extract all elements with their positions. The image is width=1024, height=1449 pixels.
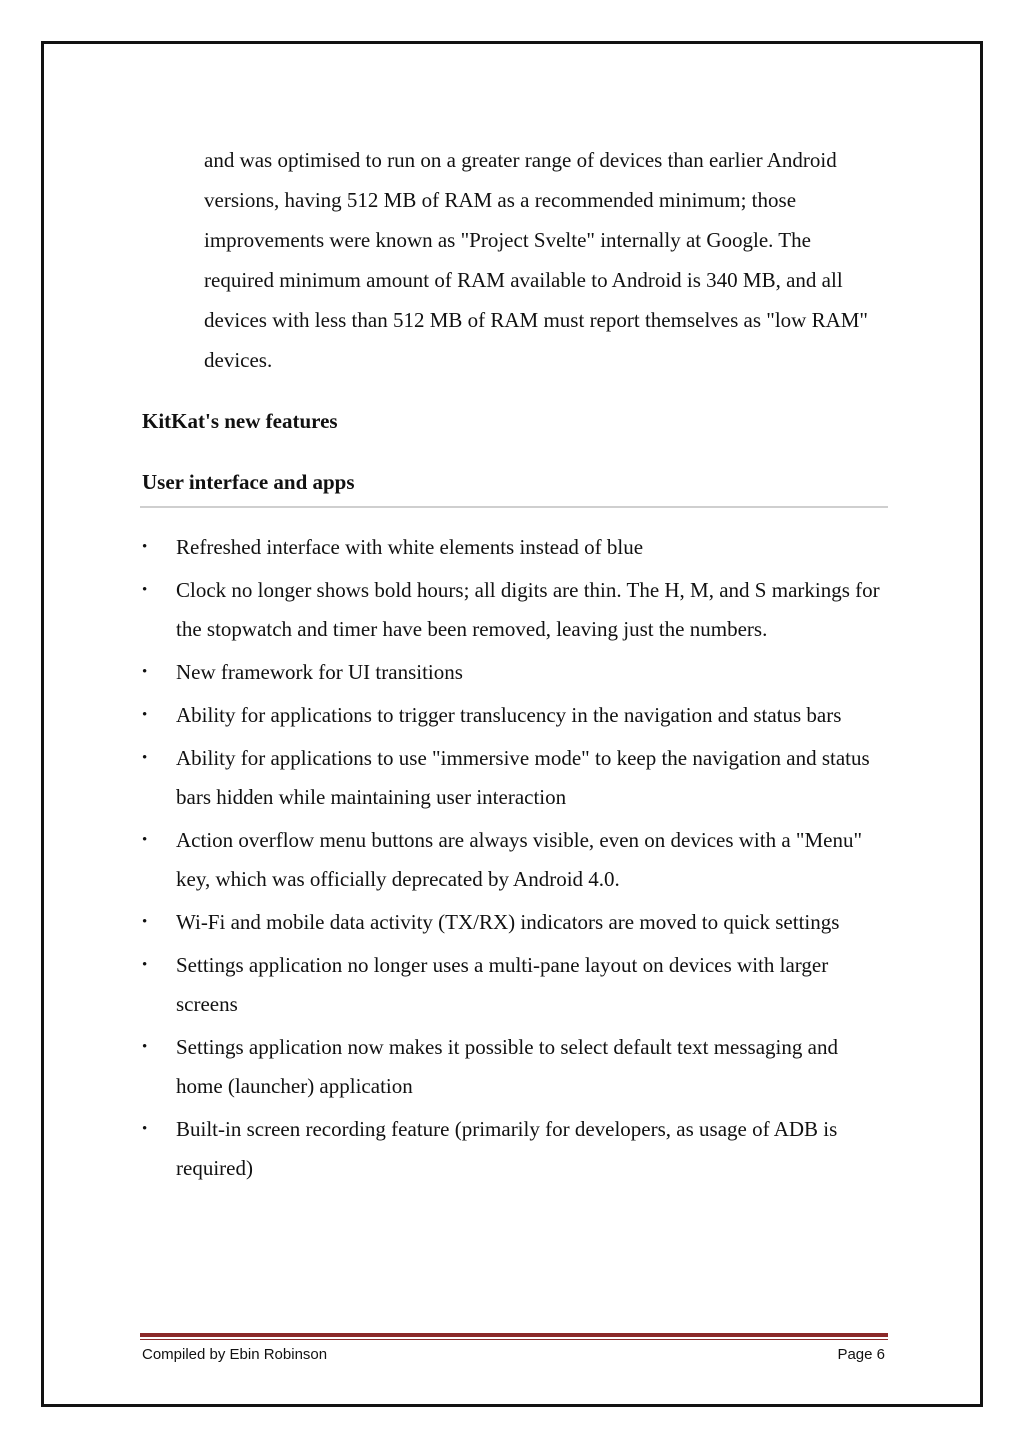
features-list <box>140 528 880 1192</box>
bullet-icon: • <box>142 750 148 766</box>
bullet-icon: • <box>142 582 148 598</box>
list-item-text: Built-in screen recording feature (primarily for developers, as usage of ADB is required) <box>176 1117 838 1180</box>
list-item <box>140 571 880 649</box>
bullet-icon: • <box>142 957 148 973</box>
list-item <box>140 1110 880 1188</box>
list-item <box>140 1028 880 1106</box>
bullet-icon: • <box>142 1039 148 1055</box>
footer-author: Compiled by Ebin Robinson <box>142 1346 328 1363</box>
subsection-heading-ui: User interface and apps <box>142 470 355 494</box>
list-item <box>140 653 880 692</box>
bullet-icon: • <box>142 539 148 555</box>
list-item-text: Wi-Fi and mobile data activity (TX/RX) indicators are moved to quick settings <box>176 910 840 934</box>
list-item <box>140 696 880 735</box>
intro-text: and was optimised to run on a greater range of devices than earlier Android versions, having 512 MB of RAM as a recommended minimum; those improvements were known as "Project Svelte" internally at Google. The required minimum amount of RAM available to Android is 340 MB, and all devices with less than 512 MB of RAM must report themselves as "low RAM" devices. <box>204 148 869 372</box>
bullet-icon: • <box>142 914 148 930</box>
list-item <box>140 946 880 1024</box>
list-item <box>140 903 880 942</box>
list-item-text: Refreshed interface with white elements instead of blue <box>176 535 644 559</box>
list-item <box>140 739 880 817</box>
list-item <box>140 528 880 567</box>
footer-divider-thin <box>140 1339 888 1340</box>
bullet-icon: • <box>142 1121 148 1137</box>
footer-page-number: Page 6 <box>837 1346 885 1363</box>
list-item <box>140 821 880 899</box>
bullet-icon: • <box>142 707 148 723</box>
list-item-text: New framework for UI transitions <box>176 660 463 684</box>
list-item-text: Action overflow menu buttons are always visible, even on devices with a "Menu" key, which was officially deprecated by Android 4.0. <box>176 828 863 891</box>
bullet-icon: • <box>142 832 148 848</box>
list-item-text: Ability for applications to use "immersive mode" to keep the navigation and status bars hidden while maintaining user interaction <box>176 746 870 809</box>
list-item-text: Settings application no longer uses a multi-pane layout on devices with larger screens <box>176 953 829 1016</box>
list-item-text: Clock no longer shows bold hours; all digits are thin. The H, M, and S markings for the stopwatch and timer have been removed, leaving just the numbers. <box>176 578 880 641</box>
intro-paragraph <box>204 140 884 380</box>
list-item-text: Ability for applications to trigger translucency in the navigation and status bars <box>176 703 842 727</box>
section-heading-features: KitKat's new features <box>142 409 338 433</box>
bullet-icon: • <box>142 664 148 680</box>
footer-divider-thick <box>140 1333 888 1337</box>
section-divider <box>140 506 888 508</box>
list-item-text: Settings application now makes it possible to select default text messaging and home (launcher) application <box>176 1035 838 1098</box>
